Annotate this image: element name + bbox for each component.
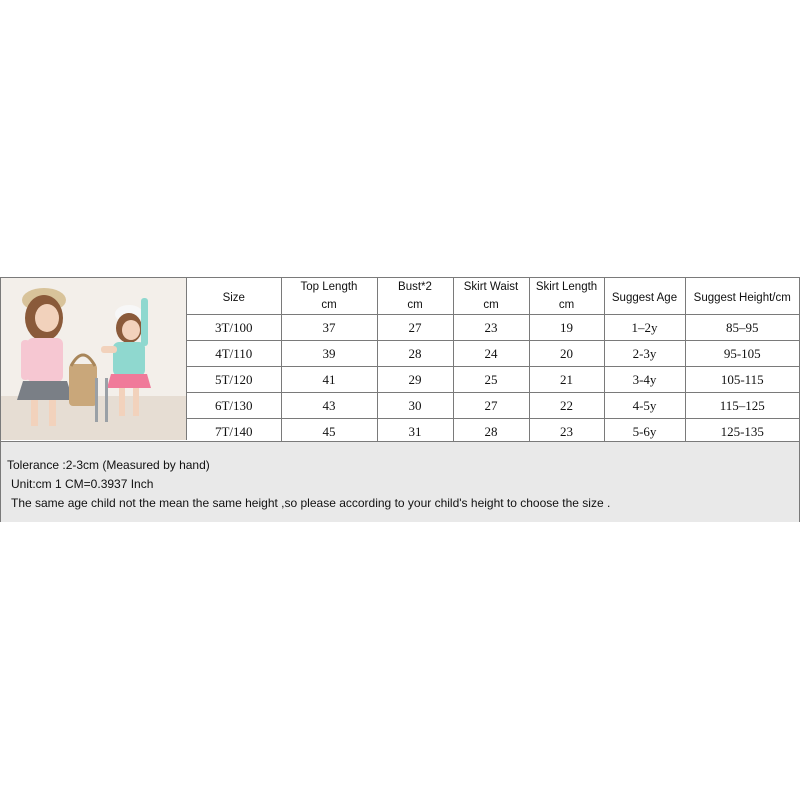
cell-height: 105-115 (685, 367, 799, 393)
cell-height: 95-105 (685, 341, 799, 367)
cell-size: 3T/100 (187, 315, 281, 341)
advice-note: The same age child not the mean the same height ,so please according to your child's height to choose the size . (11, 496, 611, 510)
cell-bust: 27 (377, 315, 453, 341)
cell-size: 7T/140 (187, 419, 281, 445)
table-row (187, 393, 799, 419)
cell-age: 4-5y (604, 393, 685, 419)
product-photo (1, 278, 187, 440)
tolerance-note: Tolerance :2-3cm (Measured by hand) (7, 458, 210, 472)
cell-top-length: 37 (281, 315, 377, 341)
cell-skirt-length: 22 (529, 393, 604, 419)
cell-skirt-length: 23 (529, 419, 604, 445)
cell-skirt-waist: 28 (453, 419, 529, 445)
table-row (187, 315, 799, 341)
cell-bust: 29 (377, 367, 453, 393)
size-chart (0, 277, 800, 522)
cell-skirt-length: 20 (529, 341, 604, 367)
cell-size: 5T/120 (187, 367, 281, 393)
header-skirt-waist: Skirt Waist cm (453, 278, 529, 315)
cell-size: 6T/130 (187, 393, 281, 419)
cell-top-length: 45 (281, 419, 377, 445)
cell-height: 125-135 (685, 419, 799, 445)
cell-top-length: 41 (281, 367, 377, 393)
cell-age: 1–2y (604, 315, 685, 341)
cell-skirt-waist: 23 (453, 315, 529, 341)
cell-bust: 28 (377, 341, 453, 367)
cell-bust: 30 (377, 393, 453, 419)
header-skirt-length: Skirt Length cm (529, 278, 604, 315)
header-suggest-height: Suggest Height/cm (685, 278, 799, 315)
notes-section (1, 441, 799, 522)
cell-skirt-waist: 24 (453, 341, 529, 367)
kids-swimwear-photo (1, 278, 186, 440)
cell-size: 4T/110 (187, 341, 281, 367)
cell-age: 5-6y (604, 419, 685, 445)
cell-height: 85–95 (685, 315, 799, 341)
table-row (187, 341, 799, 367)
header-row (187, 278, 799, 315)
header-bust: Bust*2 cm (377, 278, 453, 315)
cell-bust: 31 (377, 419, 453, 445)
cell-skirt-waist: 25 (453, 367, 529, 393)
size-table (187, 278, 799, 444)
table-row (187, 367, 799, 393)
cell-skirt-length: 21 (529, 367, 604, 393)
cell-skirt-length: 19 (529, 315, 604, 341)
header-size: Size (187, 278, 281, 315)
cell-top-length: 43 (281, 393, 377, 419)
header-top-length: Top Length cm (281, 278, 377, 315)
cell-height: 115–125 (685, 393, 799, 419)
cell-skirt-waist: 27 (453, 393, 529, 419)
cell-age: 3-4y (604, 367, 685, 393)
unit-note: Unit:cm 1 CM=0.3937 Inch (11, 477, 154, 491)
header-suggest-age: Suggest Age (604, 278, 685, 315)
cell-age: 2-3y (604, 341, 685, 367)
cell-top-length: 39 (281, 341, 377, 367)
